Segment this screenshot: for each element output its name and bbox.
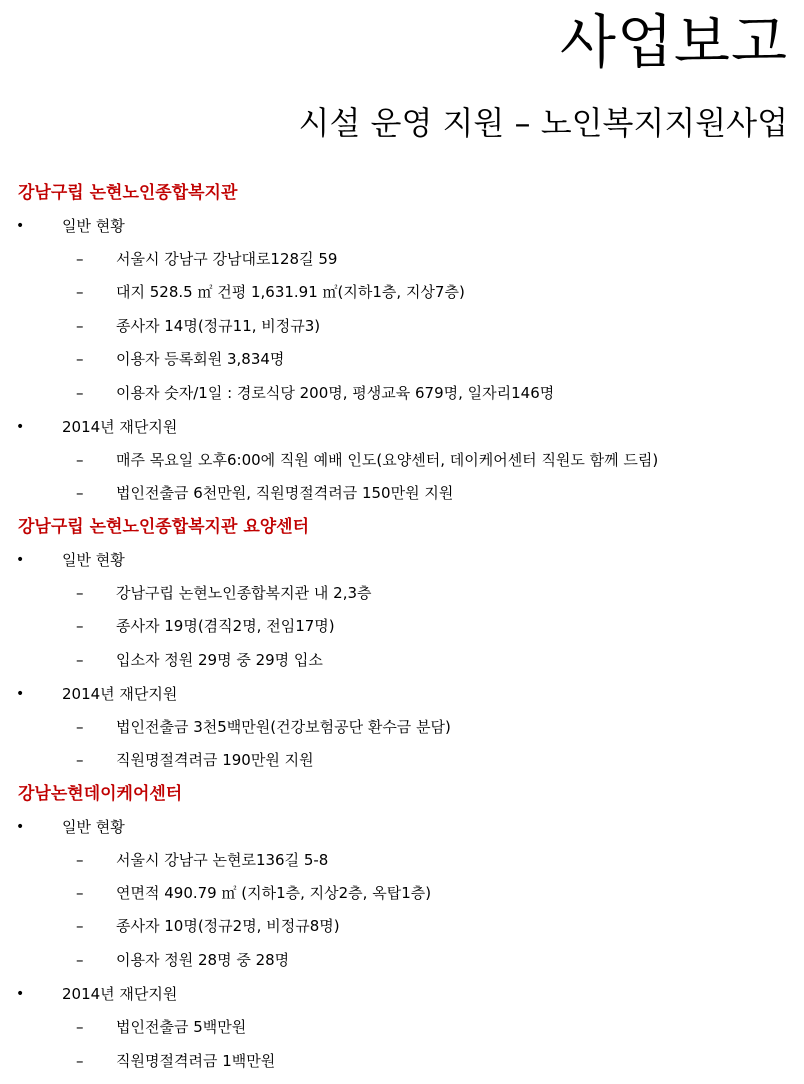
bullet-label: 2014년 재단지원 — [62, 417, 178, 436]
dash-mark: – — [76, 751, 84, 770]
dash-mark: – — [76, 1018, 84, 1037]
bullet-mark: • — [16, 418, 25, 435]
dash-item — [0, 1011, 804, 1044]
dash-item — [0, 444, 804, 477]
dash-item — [0, 243, 804, 276]
dash-text: 법인전출금 6천만원, 직원명절격려금 150만원 지원 — [116, 484, 454, 503]
bullet-item — [0, 543, 804, 577]
bullet-label: 2014년 재단지원 — [62, 684, 178, 703]
bullet-label: 일반 현황 — [62, 550, 125, 569]
bullet-label: 일반 현황 — [62, 817, 125, 836]
section-heading: 강남논현데이케어센터 — [18, 783, 183, 804]
bullet-mark: • — [16, 818, 25, 835]
bullet-item — [0, 677, 804, 711]
bullet-item — [0, 410, 804, 444]
dash-text: 이용자 숫자/1일 : 경로식당 200명, 평생교육 679명, 일자리146명 — [116, 383, 555, 402]
dash-text: 연면적 490.79 ㎡ (지하1층, 지상2층, 옥탑1층) — [116, 884, 432, 903]
dash-mark: – — [76, 1051, 84, 1070]
dash-mark: – — [76, 850, 84, 869]
dash-item — [0, 477, 804, 510]
dash-item — [0, 610, 804, 643]
dash-text: 입소자 정원 29명 중 29명 입소 — [116, 650, 323, 669]
dash-text: 종사자 19명(겸직2명, 전임17명) — [116, 617, 335, 636]
dash-item — [0, 877, 804, 910]
dash-text: 강남구립 논현노인종합복지관 내 2,3층 — [116, 583, 372, 602]
dash-text: 대지 528.5 ㎡ 건평 1,631.91 ㎡(지하1층, 지상7층) — [116, 283, 465, 302]
dash-mark: – — [76, 316, 84, 335]
dash-item — [0, 944, 804, 977]
dash-mark: – — [76, 950, 84, 969]
dash-text: 종사자 14명(정규11, 비정규3) — [116, 316, 321, 335]
dash-mark: – — [76, 617, 84, 636]
dash-item — [0, 377, 804, 410]
report-content — [0, 177, 804, 1078]
section-heading: 강남구립 논현노인종합복지관 — [18, 183, 238, 203]
dash-mark: – — [76, 717, 84, 736]
bullet-label: 2014년 재단지원 — [62, 985, 178, 1004]
bullet-mark: • — [16, 218, 25, 234]
dash-item — [0, 844, 804, 877]
dash-text: 이용자 등록회원 3,834명 — [116, 350, 285, 369]
dash-item — [0, 910, 804, 943]
dash-item — [0, 744, 804, 777]
bullet-item — [0, 977, 804, 1011]
dash-mark: – — [76, 884, 84, 903]
dash-item — [0, 577, 804, 610]
dash-item — [0, 276, 804, 309]
dash-mark: – — [76, 650, 84, 669]
dash-item — [0, 343, 804, 376]
dash-text: 매주 목요일 오후6:00에 직원 예배 인도(요양센터, 데이케어센터 직원도 함께 드림) — [116, 450, 659, 469]
dash-text: 직원명절격려금 1백만원 — [116, 1051, 276, 1070]
dash-item — [0, 644, 804, 677]
dash-mark: – — [76, 917, 84, 936]
section-heading: 강남구립 논현노인종합복지관 요양센터 — [18, 516, 310, 537]
bullet-label: 일반 현황 — [62, 217, 125, 235]
dash-text: 서울시 강남구 강남대로128길 59 — [116, 250, 338, 268]
dash-text: 법인전출금 3천5백만원(건강보험공단 환수금 분담) — [116, 717, 451, 736]
dash-item — [0, 310, 804, 343]
dash-mark: – — [76, 250, 84, 268]
dash-mark: – — [76, 583, 84, 602]
bullet-item — [0, 209, 804, 243]
dash-text: 법인전출금 5백만원 — [116, 1018, 247, 1037]
page-title: 사업보고 — [559, 8, 788, 76]
dash-mark: – — [76, 450, 84, 469]
bullet-mark: • — [16, 551, 25, 568]
bullet-mark: • — [16, 986, 25, 1003]
dash-text: 직원명절격려금 190만원 지원 — [116, 751, 314, 770]
dash-mark: – — [76, 383, 84, 402]
dash-text: 서울시 강남구 논현로136길 5-8 — [116, 850, 329, 869]
dash-mark: – — [76, 484, 84, 503]
dash-text: 이용자 정원 28명 중 28명 — [116, 950, 290, 969]
dash-mark: – — [76, 350, 84, 369]
dash-text: 종사자 10명(정규2명, 비정규8명) — [116, 917, 340, 936]
dash-item — [0, 1045, 804, 1078]
bullet-mark: • — [16, 685, 25, 702]
bullet-item — [0, 810, 804, 844]
dash-item — [0, 711, 804, 744]
dash-mark: – — [76, 283, 84, 302]
page-subtitle: 시설 운영 지원 – 노인복지지원사업 — [298, 104, 788, 142]
